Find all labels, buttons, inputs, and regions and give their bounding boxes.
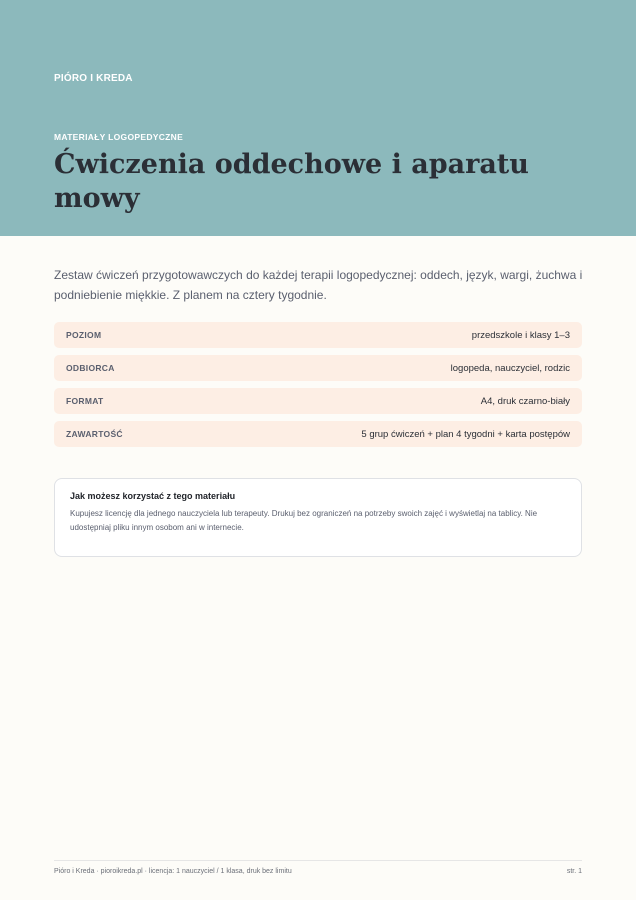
page-number: str. 1 bbox=[566, 868, 582, 875]
footer bbox=[54, 860, 582, 875]
category-kicker: MATERIAŁY LOGOPEDYCZNE bbox=[54, 132, 184, 142]
meta-value: 5 grup ćwiczeń + plan 4 tygodni + karta postępów bbox=[361, 428, 570, 440]
meta-value: przedszkole i klasy 1–3 bbox=[471, 329, 570, 341]
meta-key: FORMAT bbox=[66, 396, 104, 406]
license-text: Kupujesz licencję dla jednego nauczyciela lub terapeuty. Drukuj bez ograniczeń na potrzeby swoich zajęć i wyświetlaj na tablicy. Nie udostępniaj pliku innym osobom ani w internecie. bbox=[70, 509, 538, 532]
meta-row-level bbox=[54, 322, 582, 348]
license-box bbox=[54, 478, 582, 557]
header-banner bbox=[0, 0, 636, 236]
license-title: Jak możesz korzystać z tego materiału bbox=[70, 491, 236, 501]
meta-key: ODBIORCA bbox=[66, 363, 115, 373]
meta-row-format bbox=[54, 388, 582, 414]
meta-value: logopeda, nauczyciel, rodzic bbox=[450, 362, 570, 374]
page-title: Ćwiczenia oddechowe i aparatu mowy bbox=[54, 149, 529, 214]
meta-key: POZIOM bbox=[66, 330, 102, 340]
meta-key: ZAWARTOŚĆ bbox=[66, 429, 123, 439]
intro-text: Zestaw ćwiczeń przygotowawczych do każdej terapii logopedycznej: oddech, język, wargi, żuchwa i podniebienie miękkie. Z planem na cztery tygodnie. bbox=[54, 268, 583, 302]
meta-row-audience bbox=[54, 355, 582, 381]
meta-table bbox=[54, 322, 582, 454]
meta-row-contents bbox=[54, 421, 582, 447]
footer-info: Pióro i Kreda · pioroikreda.pl · licencja: 1 nauczyciel / 1 klasa, druk bez limitu bbox=[54, 868, 292, 875]
brand-name: PIÓRO I KREDA bbox=[54, 73, 133, 84]
meta-value: A4, druk czarno-biały bbox=[480, 395, 570, 407]
